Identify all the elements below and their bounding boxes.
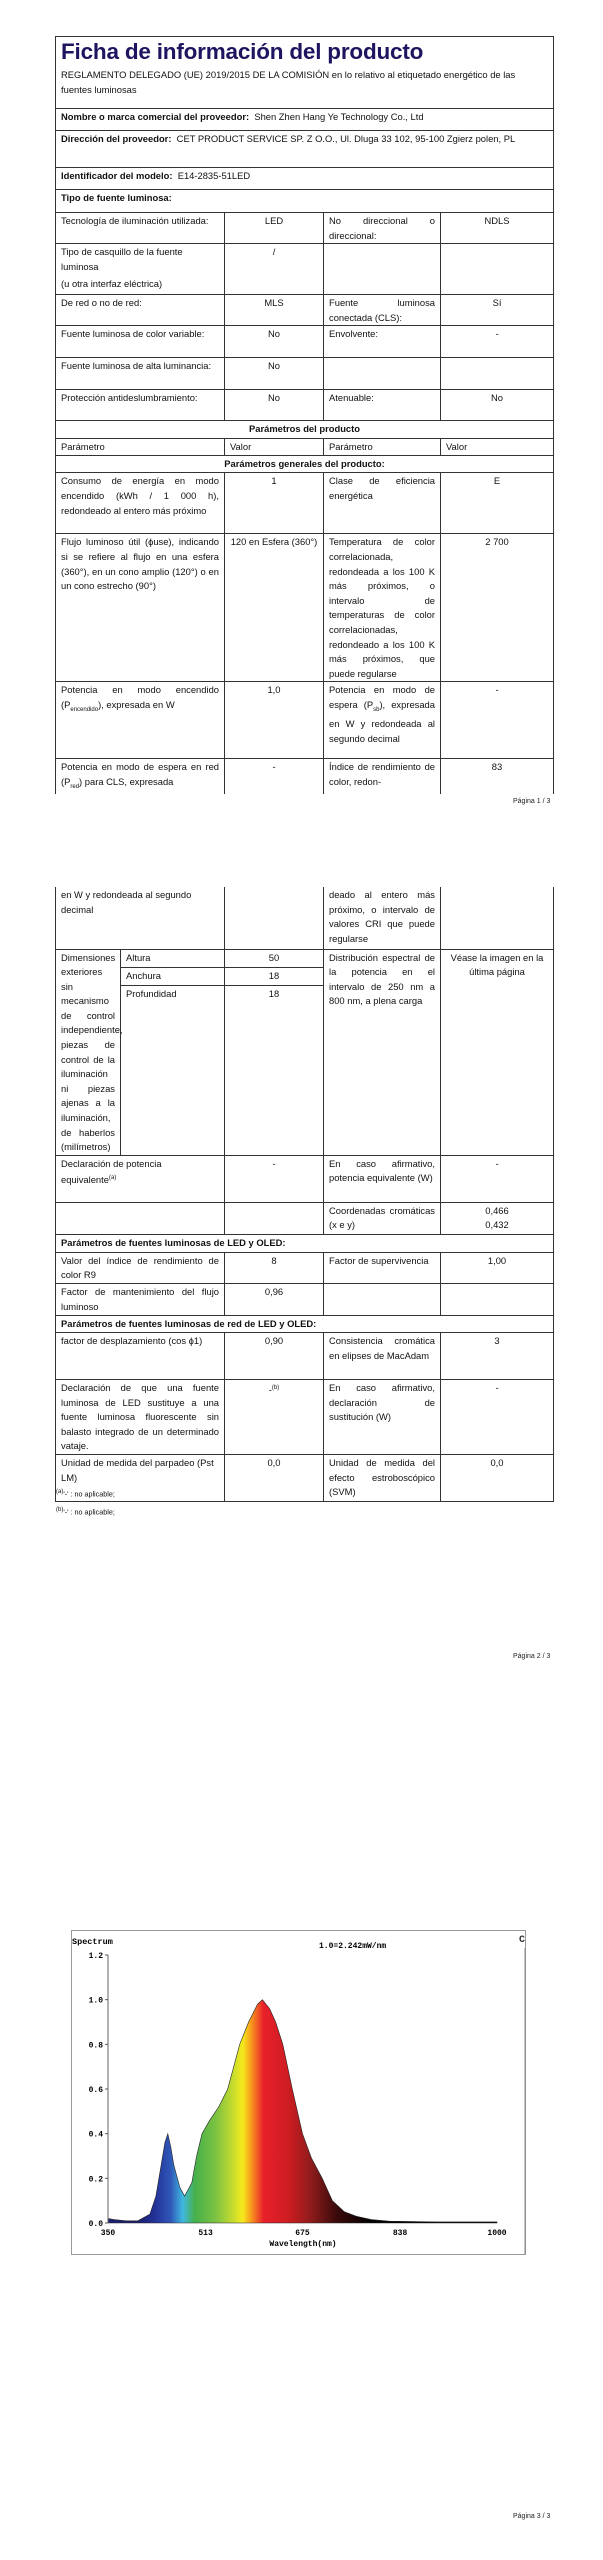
param-value: Sí xyxy=(441,295,554,326)
y-tick-label: 0.4 xyxy=(88,2130,103,2140)
param-value: - xyxy=(441,1380,554,1455)
table-row xyxy=(56,473,554,534)
dimension-label: Profundidad xyxy=(121,986,225,1156)
y-tick-label: 1.2 xyxy=(88,1952,103,1961)
x-axis-label: Wavelength(nm) xyxy=(269,2240,337,2249)
product-info-table-page1 xyxy=(55,36,554,794)
param-value: 1 xyxy=(225,473,324,534)
table-row xyxy=(56,759,554,795)
y-tick-label: 0.2 xyxy=(88,2175,103,2185)
chromaticity-y: 0,432 xyxy=(485,1219,509,1231)
x-axis-ticks xyxy=(101,2229,507,2238)
param-value: 0,0 xyxy=(441,1454,554,1501)
table-row xyxy=(56,390,554,421)
footnote xyxy=(56,1489,115,1498)
footnote-text: '-' : no aplicable; xyxy=(63,1489,115,1499)
param-label xyxy=(56,1155,225,1202)
table-row xyxy=(56,1252,554,1283)
footnote-marker: (a) xyxy=(56,1489,64,1495)
table-row xyxy=(56,1333,554,1380)
param-label: Distribución espectral de la potencia en el intervalo de 250 nm a 800 nm, a plena carga xyxy=(324,949,441,1155)
param-label: deado al entero más próximo, o intervalo de valores CRI que puede regularse xyxy=(324,887,441,949)
param-value: / xyxy=(225,244,324,295)
supplier-address: CET PRODUCT SERVICE SP. Z O.O., Ul. Dluga 33 102, 95-100 Zgierz polen, PL xyxy=(176,133,516,144)
model-identifier: E14-2835-51LED xyxy=(177,170,251,181)
param-value: No xyxy=(225,326,324,358)
param-label: De red o no de red: xyxy=(56,295,225,326)
regulation-text: REGLAMENTO DELEGADO (UE) 2019/2015 DE LA COMISIÓN en lo relativo al etiquetado energético de las fuentes luminosas xyxy=(61,69,516,95)
param-label: Consistencia cromática en elipses de MacAdam xyxy=(324,1333,441,1380)
cap-type-label: Tipo de casquillo de la fuente luminosa xyxy=(61,246,183,272)
param-value: 0,90 xyxy=(225,1333,324,1380)
footnote-marker: (a) xyxy=(108,1175,117,1182)
dimension-label: Altura xyxy=(121,949,225,967)
chromaticity-x: 0,466 xyxy=(485,1204,509,1216)
mains-led-params-heading: Parámetros de fuentes luminosas de red de LED y OLED: xyxy=(56,1316,554,1333)
supplier-address-row xyxy=(56,131,554,168)
param-value xyxy=(441,244,554,295)
param-value: 0,96 xyxy=(225,1284,324,1316)
param-value xyxy=(441,1202,554,1234)
param-label: Fuente luminosa de color variable: xyxy=(56,326,225,358)
dimension-value: 50 xyxy=(225,949,324,967)
general-params-heading: Parámetros generales del producto: xyxy=(56,456,554,473)
table-row xyxy=(56,949,554,967)
param-value: - xyxy=(225,1155,324,1202)
label-text: ) para CLS, expresada xyxy=(79,775,174,787)
supplier-name: Shen Zhen Hang Ye Technology Co., Ltd xyxy=(254,111,424,122)
light-source-type-heading: Tipo de fuente luminosa: xyxy=(56,190,554,213)
param-label: factor de desplazamiento (cos ϕ1) xyxy=(56,1333,225,1380)
param-label xyxy=(56,682,225,759)
param-value: 3 xyxy=(441,1333,554,1380)
table-row xyxy=(56,534,554,682)
param-label: Factor de supervivencia xyxy=(324,1252,441,1283)
dimension-label: Anchura xyxy=(121,967,225,985)
param-value: MLS xyxy=(225,295,324,326)
label-text: Potencia en modo de espera en red (P xyxy=(61,761,219,787)
param-label: Temperatura de color correlacionada, redondeada a los 100 K más próximos, o intervalo de temperaturas de color correlacionadas, redondeado a los 100 K más próximos, que puede regularse xyxy=(324,534,441,682)
param-label: Valor del índice de rendimiento de color R9 xyxy=(56,1252,225,1283)
param-label: Unidad de medida del efecto estroboscópico (SVM) xyxy=(324,1454,441,1501)
param-label: Protección antideslumbramiento: xyxy=(56,390,225,421)
param-value: E xyxy=(441,473,554,534)
param-label: Unidad de medida del parpadeo (Pst LM) xyxy=(56,1454,225,1501)
label-subscript: sb xyxy=(373,706,380,713)
param-label: En caso afirmativo, declaración de sustitución (W) xyxy=(324,1380,441,1455)
table-row xyxy=(56,1202,554,1234)
param-label: Atenuable: xyxy=(324,390,441,421)
column-header: Valor xyxy=(225,439,324,456)
param-value: No xyxy=(225,390,324,421)
param-label: No direccional o direccional: xyxy=(324,213,441,244)
supplier-name-label: Nombre o marca comercial del proveedor: xyxy=(61,111,250,122)
value-text: - xyxy=(268,1384,272,1396)
param-label xyxy=(56,759,225,795)
table-row xyxy=(56,1155,554,1202)
label-text: Potencia en modo de espera (P xyxy=(329,684,435,710)
chart-annotation: 1.0=2.242mW/nm xyxy=(319,1942,387,1951)
led-params-heading: Parámetros de fuentes luminosas de LED y OLED: xyxy=(56,1234,554,1252)
model-row xyxy=(56,168,554,190)
y-axis-ticks xyxy=(89,1952,108,2229)
param-label xyxy=(324,682,441,759)
dimensions-label: Dimensiones exteriores sin mecanismo de control independiente, piezas de control de la iluminación ni piezas ajenas a la iluminación, de haberlos (milímetros) xyxy=(56,949,121,1155)
param-label: Envolvente: xyxy=(324,326,441,358)
y-tick-label: 0.8 xyxy=(88,2041,103,2051)
spectrum-chart xyxy=(71,1930,531,2256)
dimension-value: 18 xyxy=(225,986,324,1156)
footnote-marker: (b) xyxy=(56,1507,64,1513)
param-label: Flujo luminoso útil (ϕuse), indicando si se refiere al flujo en una esfera (360°), en un cono amplio (120°) o en un cono estrecho (90°) xyxy=(56,534,225,682)
param-label xyxy=(56,244,225,295)
param-value: NDLS xyxy=(441,213,554,244)
param-value: 83 xyxy=(441,759,554,795)
table-row xyxy=(56,1454,554,1501)
page-number: Página 3 / 3 xyxy=(513,2513,551,2520)
param-value: 1,00 xyxy=(441,1252,554,1283)
label-text: ), expresada en W xyxy=(98,698,175,710)
param-value xyxy=(225,887,324,949)
param-label: Consumo de energía en modo encendido (kWh / 1 000 h), redondeado al entero más próximo xyxy=(56,473,225,534)
column-header: Parámetro xyxy=(324,439,441,456)
param-value: 1,0 xyxy=(225,682,324,759)
dimension-value: 18 xyxy=(225,967,324,985)
param-value: 120 en Esfera (360°) xyxy=(225,534,324,682)
param-label: Coordenadas cromáticas (x e y) xyxy=(324,1202,441,1234)
footnote-marker: (b) xyxy=(271,1385,280,1391)
param-value: - xyxy=(225,759,324,795)
param-label: Fuente luminosa de alta luminancia: xyxy=(56,358,225,390)
column-header-row xyxy=(56,439,554,456)
supplier-name-row xyxy=(56,109,554,131)
param-value: LED xyxy=(225,213,324,244)
x-tick-label: 675 xyxy=(295,2229,310,2238)
page-title: Ficha de información del producto xyxy=(61,39,424,64)
x-tick-label: 1000 xyxy=(487,2229,507,2238)
param-label: Tecnología de iluminación utilizada: xyxy=(56,213,225,244)
label-text: Potencia en modo encendido (P xyxy=(61,684,219,710)
table-row xyxy=(56,244,554,295)
param-value: 2 700 xyxy=(441,534,554,682)
label-text: ), expresada en W y redondeada al segundo decimal xyxy=(329,698,435,745)
param-value: - xyxy=(441,1155,554,1202)
label-subscript: red xyxy=(70,783,80,790)
param-label: Fuente luminosa conectada (CLS): xyxy=(324,295,441,326)
right-axis-label: C xyxy=(519,1935,526,1946)
table-row xyxy=(56,358,554,390)
param-value: - xyxy=(441,682,554,759)
table-row xyxy=(56,326,554,358)
param-label: En caso afirmativo, potencia equivalente (W) xyxy=(324,1155,441,1202)
x-tick-label: 513 xyxy=(198,2229,213,2238)
param-label: Declaración de que una fuente luminosa de LED sustituye a una fuente luminosa fluorescente sin balasto integrado de un determinado vataje. xyxy=(56,1380,225,1455)
chart-title: Spectrum xyxy=(72,1937,113,1947)
column-header: Parámetro xyxy=(56,439,225,456)
param-value: 8 xyxy=(225,1252,324,1283)
param-label: en W y redondeada al segundo decimal xyxy=(56,887,225,949)
table-row xyxy=(56,682,554,759)
page-number: Página 1 / 3 xyxy=(513,798,551,805)
param-label xyxy=(324,1284,441,1316)
param-label xyxy=(324,244,441,295)
param-value xyxy=(441,1284,554,1316)
table-row xyxy=(56,213,554,244)
table-row xyxy=(56,1284,554,1316)
y-tick-label: 0.6 xyxy=(88,2086,103,2095)
table-row xyxy=(56,1380,554,1455)
footnote-text: '-' : no aplicable; xyxy=(63,1507,115,1517)
label-subscript: encendido xyxy=(70,706,99,713)
param-value: No xyxy=(225,358,324,390)
page-number: Página 2 / 3 xyxy=(513,1653,551,1660)
param-value: - xyxy=(441,326,554,358)
param-value xyxy=(441,887,554,949)
x-tick-label: 838 xyxy=(392,2229,408,2238)
column-header: Valor xyxy=(441,439,554,456)
product-info-table-page2 xyxy=(55,887,554,1502)
spectrum-area xyxy=(108,2000,497,2223)
x-tick-label: 350 xyxy=(100,2229,116,2238)
supplier-address-label: Dirección del proveedor: xyxy=(61,133,172,144)
param-value: 0,0 xyxy=(225,1454,324,1501)
param-value: No xyxy=(441,390,554,421)
param-label: Índice de rendimiento de color, redon- xyxy=(324,759,441,795)
param-label: Factor de mantenimiento del flujo luminoso xyxy=(56,1284,225,1316)
param-value xyxy=(225,1202,324,1234)
param-value xyxy=(225,1380,324,1455)
footnote xyxy=(56,1507,115,1516)
cap-type-note: (u otra interfaz eléctrica) xyxy=(61,278,163,290)
table-row xyxy=(56,295,554,326)
label-text: Declaración de potencia equivalente xyxy=(61,1157,162,1186)
y-tick-label: 1.0 xyxy=(88,1996,103,2006)
header-cell xyxy=(56,37,554,109)
param-label xyxy=(324,358,441,390)
table-row xyxy=(56,887,554,949)
y-tick-label: 0.0 xyxy=(88,2220,103,2229)
model-label: Identificador del modelo: xyxy=(61,170,173,181)
param-value: Véase la imagen en la última página xyxy=(441,949,554,1155)
param-value xyxy=(441,358,554,390)
product-params-heading: Parámetros del producto xyxy=(56,421,554,439)
param-label: Clase de eficiencia energética xyxy=(324,473,441,534)
param-label xyxy=(56,1202,225,1234)
